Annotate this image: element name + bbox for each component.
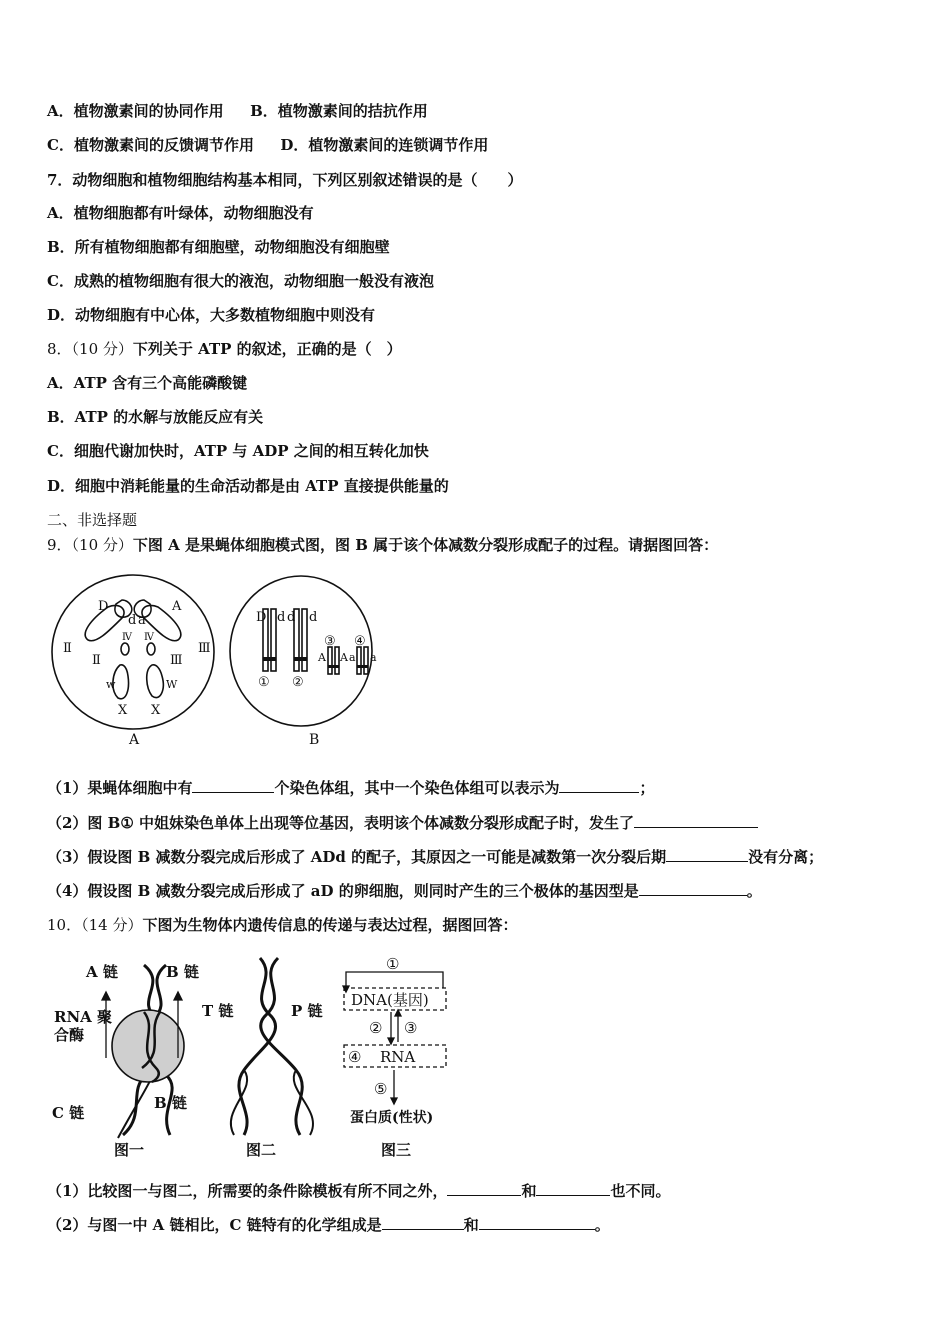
- label-fig2-p-chain: P 链: [291, 1002, 323, 1020]
- q9-sub3-text-a: （3）假设图 B 减数分裂完成后形成了 ADd 的配子，其原因之一可能是减数第一次分裂后期: [47, 848, 667, 866]
- label-a-d: d: [128, 613, 137, 628]
- label-fig1-a-chain: A 链: [86, 963, 118, 981]
- answer-blank[interactable]: [382, 1215, 464, 1230]
- q9-stem: 下图 A 是果蝇体细胞模式图，图 B 属于该个体减数分裂形成配子的过程。请据图回答：: [132, 536, 719, 554]
- chromosome-iv-left: [121, 643, 129, 655]
- label-a-ii-inner: Ⅱ: [92, 653, 101, 668]
- q7-option-a: A．植物细胞都有叶绿体，动物细胞没有: [47, 204, 314, 222]
- q7-option-c: C．成熟的植物细胞有很大的液泡，动物细胞一般没有液泡: [47, 272, 434, 290]
- q9-sub4-text-b: 。: [746, 882, 762, 900]
- q9-sub1-text-a: （1）果蝇体细胞中有: [47, 779, 193, 797]
- centromere-1: [263, 657, 276, 661]
- q6-option-b: B．植物激素间的拮抗作用: [250, 102, 428, 120]
- q10-sub1-text-c: 也不同。: [610, 1182, 671, 1200]
- answer-blank[interactable]: [479, 1215, 595, 1230]
- label-b-A1: A: [318, 651, 326, 664]
- label-fig3-5: ⑤: [374, 1080, 388, 1098]
- q6-options-row1: [47, 101, 428, 121]
- q8-option-c: C．细胞代谢加快时，ATP 与 ADP 之间的相互转化加快: [47, 442, 429, 460]
- chromosome-iv-right: [147, 643, 155, 655]
- chromatid-3-left: [328, 647, 332, 674]
- label-b-circle3: ③: [324, 634, 336, 649]
- q9-sub3: [47, 847, 823, 867]
- label-fig1-b-chain-top: B 链: [166, 963, 199, 981]
- q9-sub1-text-b: 个染色体组，其中一个染色体组可以表示为: [274, 779, 560, 797]
- label-fig3-4: ④: [348, 1048, 362, 1066]
- q8-option-d: D．细胞中消耗能量的生命活动都是由 ATP 直接提供能量的: [47, 477, 449, 495]
- caption-a: A: [129, 732, 140, 748]
- caption-b: B: [309, 732, 320, 748]
- q6-option-c: C．植物激素间的反馈调节作用: [47, 136, 254, 154]
- label-fig1-c-chain: C 链: [52, 1104, 85, 1122]
- caption-fig3: 图三: [381, 1141, 412, 1159]
- q9-sub2: [47, 813, 758, 833]
- label-a-A: A: [172, 599, 182, 614]
- q8-number: 8．（10 分）: [47, 340, 133, 358]
- q6-option-a: A．植物激素间的协同作用: [47, 102, 224, 120]
- label-b-d2: d: [287, 610, 296, 625]
- q10-sub2-text-a: （2）与图一中 A 链相比，C 链特有的化学组成是: [47, 1216, 382, 1234]
- chromatid-2-right: [302, 609, 307, 671]
- label-a-ii-outer: Ⅱ: [63, 641, 72, 656]
- answer-blank[interactable]: [666, 847, 748, 862]
- q9-figure: [50, 572, 380, 752]
- gene-expression-diagram: [48, 950, 468, 1165]
- q7-stem: 7．动物细胞和植物细胞结构基本相同，下列区别叙述错误的是（ ）: [47, 171, 523, 189]
- q8-option-b: B．ATP 的水解与放能反应有关: [47, 408, 264, 426]
- label-fig3-3: ③: [404, 1019, 418, 1037]
- q9-sub3-text-b: 没有分离；: [748, 848, 824, 866]
- section-heading: 二、非选择题: [47, 511, 138, 529]
- chromatid-4-right: [364, 647, 368, 674]
- label-b-a1: a: [349, 651, 356, 664]
- centromere-3: [328, 665, 339, 668]
- q6-option-d: D．植物激素间的连锁调节作用: [280, 136, 489, 154]
- q9-stem-line: [47, 535, 718, 555]
- q10-sub2: [47, 1215, 610, 1235]
- q9-number: 9．（10 分）: [47, 536, 133, 554]
- q8-stem: 下列关于 ATP 的叙述，正确的是（ ）: [132, 340, 402, 358]
- q10-stem: 下图为生物体内遗传信息的传递与表达过程，据图回答：: [142, 916, 518, 934]
- label-b-d1: d: [277, 610, 286, 625]
- q10-number: 10．（14 分）: [47, 916, 143, 934]
- label-b-d3: d: [309, 610, 318, 625]
- q7-option-b: B．所有植物细胞都有细胞壁，动物细胞没有细胞壁: [47, 238, 390, 256]
- chromatid-3-right: [335, 647, 339, 674]
- caption-fig1: 图一: [114, 1141, 145, 1159]
- label-a-iv-right: Ⅳ: [144, 632, 154, 643]
- label-a-iii-outer: Ⅲ: [198, 641, 211, 656]
- label-b-D: D: [256, 610, 267, 625]
- label-b-circle1: ①: [258, 675, 270, 690]
- label-a-x-left: X: [118, 703, 128, 718]
- answer-blank[interactable]: [447, 1181, 521, 1196]
- q6-options-row2: [47, 135, 488, 155]
- label-fig1-rna-polymerase-2: 合酶: [54, 1026, 85, 1044]
- q10-sub2-text-b: 和: [463, 1216, 479, 1234]
- label-fig2-t-chain: T 链: [202, 1002, 234, 1020]
- q10-sub1: [47, 1181, 670, 1201]
- q9-sub1-text-c: ；: [639, 779, 655, 797]
- label-a-iv-left: Ⅳ: [122, 632, 132, 643]
- label-a-a: a: [138, 613, 146, 628]
- q10-stem-line: [47, 915, 517, 935]
- q8-stem-line: [47, 339, 402, 359]
- q9-sub4: [47, 881, 762, 901]
- chromatid-4-left: [357, 647, 361, 674]
- answer-blank[interactable]: [634, 813, 758, 828]
- centromere-2: [294, 657, 307, 661]
- label-a-x-right: X: [151, 703, 161, 718]
- q7-option-d: D．动物细胞有中心体，大多数植物细胞中则没有: [47, 306, 376, 324]
- q10-sub1-text-a: （1）比较图一与图二，所需要的条件除模板有所不同之外，: [47, 1182, 448, 1200]
- q9-sub4-text-a: （4）假设图 B 减数分裂完成后形成了 aD 的卵细胞，则同时产生的三个极体的基因型是: [47, 882, 639, 900]
- chromosome-diagram: [50, 572, 380, 752]
- answer-blank[interactable]: [536, 1181, 610, 1196]
- label-fig3-dna: DNA(基因): [351, 991, 429, 1009]
- label-b-circle4: ④: [354, 634, 366, 649]
- q8-option-a: A．ATP 含有三个高能磷酸键: [47, 374, 248, 392]
- label-b-A2: A: [340, 651, 348, 664]
- q9-sub2-text-a: （2）图 B① 中姐妹染色单体上出现等位基因，表明该个体减数分裂形成配子时，发生了: [47, 814, 635, 832]
- q10-figure: [48, 950, 468, 1165]
- figure-two: [231, 958, 313, 1135]
- q9-sub1: [47, 778, 654, 798]
- label-a-iii-inner: Ⅲ: [170, 653, 183, 668]
- answer-blank[interactable]: [192, 778, 274, 793]
- chromosome-x-right: [147, 665, 164, 698]
- caption-fig2: 图二: [246, 1141, 277, 1159]
- label-fig3-2: ②: [369, 1019, 383, 1037]
- q10-sub1-text-b: 和: [521, 1182, 537, 1200]
- label-b-circle2: ②: [292, 675, 304, 690]
- label-fig1-rna-polymerase-1: RNA 聚: [54, 1008, 113, 1026]
- answer-blank[interactable]: [559, 778, 639, 793]
- label-a-W: W: [166, 678, 178, 691]
- label-b-a2: a: [370, 651, 377, 664]
- chromatid-1-right: [271, 609, 276, 671]
- cell-a-outline: [52, 575, 214, 729]
- label-fig1-b-chain-bottom: B 链: [154, 1094, 187, 1112]
- label-fig3-protein: 蛋白质(性状): [350, 1110, 434, 1126]
- label-a-w: w: [106, 678, 116, 691]
- centromere-4: [357, 665, 368, 668]
- answer-blank[interactable]: [639, 881, 747, 896]
- label-fig3-1: ①: [386, 955, 400, 973]
- label-fig3-rna: RNA: [380, 1048, 416, 1066]
- label-a-D: D: [98, 599, 109, 614]
- q10-sub2-text-c: 。: [594, 1216, 610, 1234]
